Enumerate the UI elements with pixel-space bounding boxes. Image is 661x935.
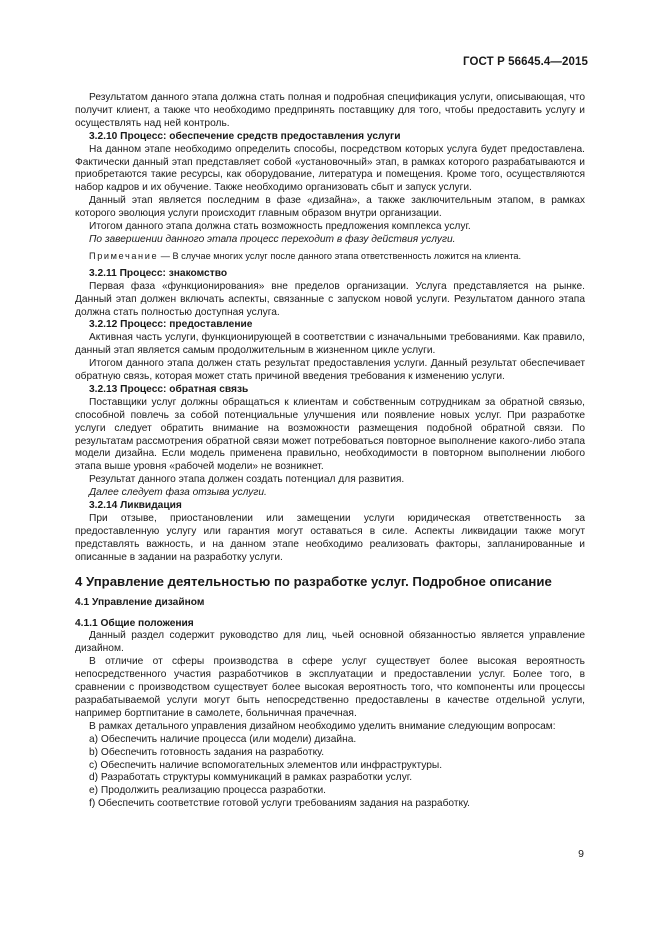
paragraph: Данный раздел содержит руководство для лиц, чьей основной обязанностью является управление дизайном. xyxy=(75,630,585,655)
section-heading-4-1-1: 4.1.1 Общие положения xyxy=(75,617,194,629)
paragraph: В отличие от сферы производства в сфере услуг существует более высокая вероятность непосредственного участия разработчиков в эксплуатации и предоставлении услуг. Более того, в сравнении с производством существует более высокая вероятность того, что компоненты или процессы разрабатываемой услуги могут быть непосредственно предоставлены в качестве отдельной услуги, например бортпитание в самолете, больничная прачечная. xyxy=(75,656,585,719)
paragraph: Первая фаза «функционирования» вне пределов организации. Услуга представляется на рынке. Данный этап должен включать аспекты, связанные с запуском новой услуги. Результатом данного этапа должна стать полностью доступная услуга. xyxy=(75,280,585,318)
list-item: d) Разработать структуры коммуникаций в рамках разработки услуг. xyxy=(89,772,413,784)
section-heading-3-2-13: 3.2.13 Процесс: обратная связь xyxy=(89,383,249,395)
section-heading-4-1: 4.1 Управление дизайном xyxy=(75,596,205,608)
paragraph-italic: По завершении данного этапа процесс переходит в фазу действия услуги. xyxy=(89,233,456,245)
document-body xyxy=(75,92,585,811)
paragraph-italic: Далее следует фаза отзыва услуги. xyxy=(89,487,267,499)
list-item: a) Обеспечить наличие процесса (или модели) дизайна. xyxy=(89,733,357,745)
paragraph: Поставщики услуг должны обращаться к клиентам и собственным сотрудникам за обратной связью, способной повлечь за собой потенциальные улучшения или появление новых услуг. При разработке услуги следует обратить внимание на возможности размещения подобной обратной связи. По результатам рассмотрения обратной связи может потребоваться повторное выполнение какого-либо этапа модели дизайна. Если модель применена правильно, необходимости в повторном выполнении любого этапа выше уровня «рабочей модели» не возникнет. xyxy=(75,396,585,473)
section-heading-3-2-14: 3.2.14 Ликвидация xyxy=(89,500,182,512)
list-item: b) Обеспечить готовность задания на разработку. xyxy=(89,746,325,758)
section-heading-4: 4 Управление деятельностью по разработке услуг. Подробное описание xyxy=(75,573,552,589)
section-heading-3-2-11: 3.2.11 Процесс: знакомство xyxy=(89,267,228,279)
section-heading-3-2-10: 3.2.10 Процесс: обеспечение средств предоставления услуги xyxy=(89,130,401,142)
paragraph: Итогом данного этапа должна стать возможность предложения комплекса услуг. xyxy=(89,221,471,233)
note-label: Примечание xyxy=(89,250,159,261)
note-text: — В случае многих услуг после данного этапа ответственность ложится на клиента. xyxy=(158,250,522,261)
paragraph: В рамках детального управления дизайном необходимо уделить внимание следующим вопросам: xyxy=(89,720,556,732)
paragraph: Активная часть услуги, функционирующей в соответствии с изначальными требованиями. Как правило, данный этап является самым продолжительным в жизненном цикле услуги. xyxy=(75,332,585,357)
page-number: 9 xyxy=(578,848,584,860)
paragraph: Результатом данного этапа должна стать полная и подробная спецификация услуги, описывающая, что получит клиент, а также что необходимо предпринять поставщику для того, чтобы предоставить услугу и осуществлять над ней контроль. xyxy=(75,92,585,129)
document-id: ГОСТ Р 56645.4—2015 xyxy=(463,56,588,68)
section-heading-3-2-12: 3.2.12 Процесс: предоставление xyxy=(89,319,253,331)
list-item: e) Продолжить реализацию процесса разработки. xyxy=(89,785,326,797)
paragraph: На данном этапе необходимо определить способы, посредством которых услуга будет предоставлена. Фактически данный этап представляет собой «установочный» этап, в рамках которого разрабатываются и приобретаются такие ресурсы, как оборудование, литература и помещения. Кроме того, осуществляются набор кадров и их обучение. Также необходимо организовать сбыт и запуск услуги. xyxy=(75,143,585,194)
paragraph: Результат данного этапа должен создать потенциал для развития. xyxy=(89,474,405,486)
paragraph: Итогом данного этапа должен стать результат предоставления услуги. Данный результат обеспечивает обратную связь, которая может стать причиной введения требования к изменению услуги. xyxy=(75,358,585,383)
paragraph: Данный этап является последним в фазе «дизайна», а также заключительным этапом, в рамках которого эволюция услуги происходит главным образом внутри организации. xyxy=(75,195,585,220)
list-item: c) Обеспечить наличие вспомогательных элементов или инфраструктуры. xyxy=(89,759,443,771)
note xyxy=(75,250,585,263)
paragraph: При отзыве, приостановлении или замещении услуги юридическая ответственность за предоставленную услугу или гарантия могут оставаться в силе. Аспекты ликвидации также могут представлять важность, и на данном этапе необходимо реализовать факторы, запланированные и описанные в задании на разработку услуги. xyxy=(75,513,585,563)
list-item: f) Обеспечить соответствие готовой услуги требованиям задания на разработку. xyxy=(89,798,470,810)
